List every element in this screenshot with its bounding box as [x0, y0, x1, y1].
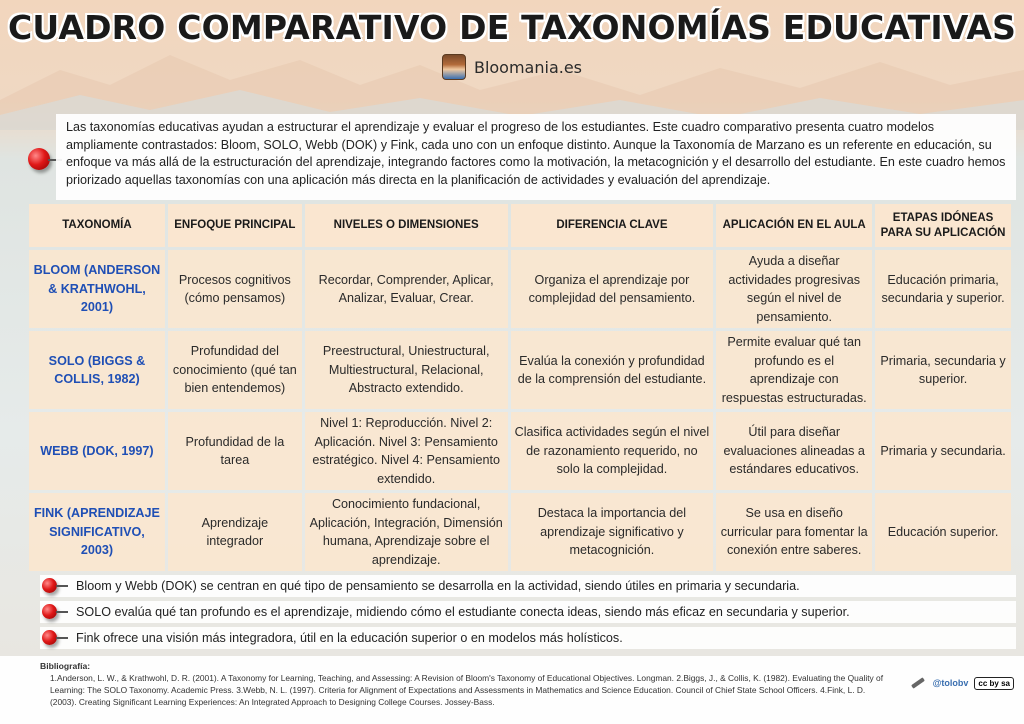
cell-stages: Educación primaria, secundaria y superior. — [875, 250, 1011, 328]
red-pushpin-icon — [42, 630, 57, 645]
table-row — [29, 412, 1011, 490]
header-focus: ENFOQUE PRINCIPAL — [168, 204, 302, 247]
cell-levels: Preestructural, Uniestructural, Multiestructural, Relacional, Abstracto extendido. — [305, 331, 508, 409]
cell-taxonomy: SOLO (BIGGS & COLLIS, 1982) — [29, 331, 165, 409]
table-row — [29, 331, 1011, 409]
cell-focus: Aprendizaje integrador — [168, 493, 302, 571]
red-pushpin-icon — [42, 578, 57, 593]
cell-application: Ayuda a diseñar actividades progresivas según el nivel de pensamiento. — [716, 250, 872, 328]
brand-name: Bloomania.es — [473, 57, 583, 77]
comparison-table — [26, 201, 1014, 574]
header-taxonomy: TAXONOMÍA — [29, 204, 165, 247]
cell-focus: Profundidad del conocimiento (qué tan bien entendemos) — [168, 331, 302, 409]
intro-text: Las taxonomías educativas ayudan a estructurar el aprendizaje y evaluar el progreso de los estudiantes. Este cuadro comparativo presenta cuatro modelos ampliamente contrastados: Bloom, SOLO, Webb (DOK) y Fink, cada uno con un enfoque distinto. Aunque la Taxonomía de Marzano es un referente en educación, su enfoque va más allá de la estructuración del aprendizaje, integrando factores como la motivación, la metacognición y el desarrollo del estudiante. En este cuadro hemos priorizado aquellas taxonomías con una aplicación más directa en la planificación de actividades y evaluación del aprendizaje. — [66, 120, 1006, 187]
cell-focus: Procesos cognitivos (cómo pensamos) — [168, 250, 302, 328]
bibliography — [0, 656, 1024, 724]
cell-taxonomy: FINK (APRENDIZAJE SIGNIFICATIVO, 2003) — [29, 493, 165, 571]
brand-avatar-icon — [442, 54, 466, 80]
author-handle[interactable]: @tolobv — [932, 678, 969, 688]
bullet-text: Fink ofrece una visión más integradora, útil en la educación superior o en modelos más holísticos. — [76, 631, 623, 645]
cell-difference: Clasifica actividades según el nivel de razonamiento requerido, no solo la complejidad. — [511, 412, 714, 490]
summary-bullets — [40, 575, 1016, 653]
cell-application: Se usa en diseño curricular para fomentar la conexión entre saberes. — [716, 493, 872, 571]
cell-stages: Primaria, secundaria y superior. — [875, 331, 1011, 409]
brand — [0, 54, 1024, 80]
cell-application: Útil para diseñar evaluaciones alineadas a estándares educativos. — [716, 412, 872, 490]
intro-paragraph — [56, 114, 1016, 200]
table-header-row — [29, 204, 1011, 247]
cell-stages: Educación superior. — [875, 493, 1011, 571]
bibliography-title: Bibliografía: — [40, 661, 91, 671]
list-item — [40, 575, 1016, 597]
cell-focus: Profundidad de la tarea — [168, 412, 302, 490]
license-badge-icon: cc by sa — [974, 677, 1014, 690]
cell-stages: Primaria y secundaria. — [875, 412, 1011, 490]
red-pushpin-icon — [28, 148, 50, 170]
bullet-text: SOLO evalúa qué tan profundo es el aprendizaje, midiendo cómo el estudiante conecta ideas, siendo más eficaz en secundaria y superior. — [76, 605, 850, 619]
cell-taxonomy: WEBB (DOK, 1997) — [29, 412, 165, 490]
cell-difference: Evalúa la conexión y profundidad de la comprensión del estudiante. — [511, 331, 714, 409]
list-item — [40, 627, 1016, 649]
footer-credits — [909, 676, 1014, 690]
header-levels: NIVELES O DIMENSIONES — [305, 204, 508, 247]
header-stages: ETAPAS IDÓNEAS PARA SU APLICACIÓN — [875, 204, 1011, 247]
header-application: APLICACIÓN EN EL AULA — [716, 204, 872, 247]
cell-levels: Nivel 1: Reproducción. Nivel 2: Aplicación. Nivel 3: Pensamiento estratégico. Nivel 4: Pensamiento extendido. — [305, 412, 508, 490]
table-row — [29, 250, 1011, 328]
bullet-text: Bloom y Webb (DOK) se centran en qué tipo de pensamiento se desarrolla en la actividad, siendo útiles en primaria y secundaria. — [76, 579, 800, 593]
cell-levels: Conocimiento fundacional, Aplicación, Integración, Dimensión humana, Aprendizaje sobre el aprendizaje. — [305, 493, 508, 571]
cell-levels: Recordar, Comprender, Aplicar, Analizar, Evaluar, Crear. — [305, 250, 508, 328]
cell-difference: Organiza el aprendizaje por complejidad del pensamiento. — [511, 250, 714, 328]
header-difference: DIFERENCIA CLAVE — [511, 204, 714, 247]
list-item — [40, 601, 1016, 623]
cell-taxonomy: BLOOM (ANDERSON & KRATHWOHL, 2001) — [29, 250, 165, 328]
cell-difference: Destaca la importancia del aprendizaje significativo y metacognición. — [511, 493, 714, 571]
pen-icon — [909, 676, 927, 690]
bibliography-text: 1.Anderson, L. W., & Krathwohl, D. R. (2001). A Taxonomy for Learning, Teaching, and Assessing: A Revision of Bloom's Taxonomy of Educational Objectives. Longman. 2.Biggs, J., & Collis, K. (1982). Evaluating the Quality of Learning: The SOLO Taxonomy. Academic Press. 3.Webb, N. L. (1997). Criteria for Alignment of Expectations and Assessments in Mathematics and Science Education. Council of Chief State School Officers. 4.Fink, L. D. (2003). Creating Significant Learning Experiences: An Integrated Approach to Designing College Courses. Jossey-Bass. — [50, 673, 884, 707]
red-pushpin-icon — [42, 604, 57, 619]
table-row — [29, 493, 1011, 571]
page-title: CUADRO COMPARATIVO DE TAXONOMÍAS EDUCATIVAS — [7, 8, 1017, 47]
cell-application: Permite evaluar qué tan profundo es el aprendizaje con respuestas estructuradas. — [716, 331, 872, 409]
